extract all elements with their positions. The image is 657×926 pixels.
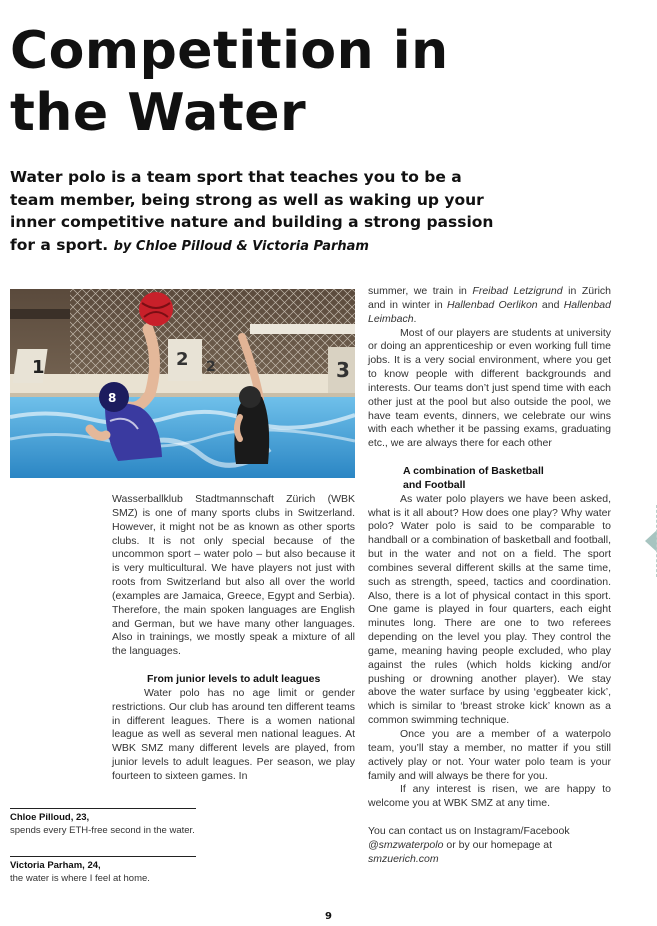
section-heading-basketball: A combination of Basketball and Football xyxy=(403,464,544,491)
title-line-2: the Water xyxy=(10,83,307,143)
training-paragraph: summer, we train in Freibad Letzigrund in Zürich and in winter in Hallenbad Oerlikon and Hallenbad Leimbach. xyxy=(368,285,611,325)
author-name: Chloe Pilloud, 23, xyxy=(10,812,90,823)
photo-illustration xyxy=(10,289,355,478)
contact-paragraph: You can contact us on Instagram/Facebook @smzwaterpolo or by our homepage at smzuerich.com xyxy=(368,824,570,865)
intro-paragraph: Wasserballklub Stadtmannschaft Zürich (WBK SMZ) is one of many sports clubs in Switzerland. However, it might not be as known as other sports clubs. It is not only special because of the uncommon sport – water polo – but also because it is very multicultural. We have players not just with roots from Switzerland but also all over the world (examples are Jamaica, Greece, Egypt and Serbia). Therefore, the main spoken languages are English and German, but we have many other languages. Also in trainings, we mostly speak a mixture of all the languages. xyxy=(112,493,355,658)
welcome-paragraph: If any interest is risen, we are happy to welcome you at WBK SMZ at any time. xyxy=(368,783,611,810)
page-number: 9 xyxy=(325,911,332,922)
lane-number-3: 3 xyxy=(336,358,350,382)
water-polo-photo xyxy=(10,289,355,478)
author-name: Victoria Parham, 24, xyxy=(10,860,101,871)
players-paragraph: Most of our players are students at university or doing an apprenticeship or even working full time jobs. It is a very social environment, where you get to know people with different backgrounds and interests. Our teams don’t just spend time with each other just at the pool but also outside the pool, we have team events, dinners, we celebrate our wins with each whether it be passing exams, graduating etc., we are always there for each other xyxy=(368,326,611,450)
article-title xyxy=(10,20,650,144)
leagues-paragraph: Water polo has no age limit or gender restrictions. Our club has around ten different teams in different leagues. There is a women national league as well as several men national leagues. At WBK SMZ many different levels are played, from junior levels to adult leagues. Per season, we play fourteen to sixteen games. In xyxy=(112,686,355,782)
article-lede xyxy=(10,166,510,258)
author-bio-chloe xyxy=(10,808,196,837)
author-description: the water is where I feel at home. xyxy=(10,873,150,884)
lane-number-2b: 2 xyxy=(206,359,216,375)
byline: by Chloe Pilloud & Victoria Parham xyxy=(113,238,369,254)
membership-paragraph: Once you are a member of a waterpolo team, you’ll stay a member, no matter if you still actively play or not. Your water polo team is your family and will always be there for you. xyxy=(368,728,611,782)
instagram-handle: @smzwaterpolo xyxy=(368,838,444,851)
cap-number: 8 xyxy=(108,391,117,405)
lede-text: Water polo is a team sport that teaches you to be a team member, being strong as well as waking up your inner competitive nature and building a strong passion for a sport. xyxy=(10,168,494,254)
column-left xyxy=(112,493,355,784)
title-line-1: Competition in xyxy=(10,21,449,81)
homepage-link: smzuerich.com xyxy=(368,852,439,865)
section-heading-leagues: From junior levels to adult leagues xyxy=(147,672,321,685)
lane-number-1: 1 xyxy=(32,357,45,378)
author-description: spends every ETH-free second in the water. xyxy=(10,825,195,836)
column-right xyxy=(368,285,611,866)
author-bio-victoria xyxy=(10,856,196,885)
lane-number-2: 2 xyxy=(176,349,189,370)
rules-paragraph: As water polo players we have been asked, what is it all about? How does one play? Why water polo? Water polo is said to be comparable to handball or a combination of basketball and football, but in the water and not on a field. The sport combines several different skills at the same time, such as strength, speed, tactics and coordination. Also, there is a lot of physical contact in this sport. One game is played in four quarters, each eight minutes long. There are one to two referees depending on the level you play. They control the game, meaning having people excluded, who play against the rules (which holds kicking and/or pushing or drowning another player). We stay above the water surface by using ‘eggbeater kick’, which is similar to ‘breast stroke kick’ known as a common swimming technique. xyxy=(368,492,611,727)
